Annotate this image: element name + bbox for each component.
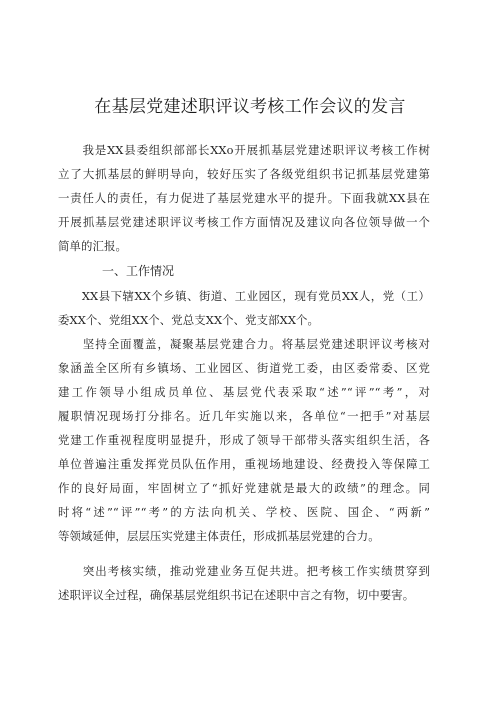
text-line: 一责任人的责任，有力促进了基层党建水平的提升。下面我就XX县在 <box>58 191 430 205</box>
text-line: 作的良好局面，牢固树立了“抓好党建就是最大的政绩”的理念。同 <box>58 481 430 495</box>
text-line: 突出考核实绩，推动党建业务互促共进。把考核工作实绩贯穿到 <box>58 564 430 578</box>
section-paragraph <box>58 559 430 607</box>
section-paragraph <box>58 284 430 332</box>
text-line: 简单的汇报。 <box>58 239 127 253</box>
text-line: XX县下辖XX个乡镇、街道、工业园区，现有党员XX人，党（工） <box>58 289 430 303</box>
text-line: 履职情况现场打分排名。近几年实施以来，各单位“一把手”对基层 <box>58 409 430 423</box>
section-paragraph <box>58 332 430 548</box>
text-line: 我是XX县委组织部部长XXo开展抓基层党建述职评议考核工作树 <box>58 143 430 157</box>
paragraph-gap <box>58 548 430 559</box>
text-line: 坚持全面覆盖，凝聚基层党建合力。将基层党建述职评议考核对 <box>58 337 430 351</box>
text-line: 立了大抓基层的鲜明导向，较好压实了各级党组织书记抓基层党建第 <box>58 167 430 181</box>
text-line: 单位普遍注重发挥党员队伍作用，重视场地建设、经费投入等保障工 <box>58 457 430 471</box>
text-line: 建工作领导小组成员单位、基层党代表采取“述”“评”“考”，对 <box>58 385 430 399</box>
text-line: 党建工作重视程度明显提升，形成了领导干部带头落实组织生活，各 <box>58 433 430 447</box>
section-heading: 一、工作情况 <box>102 264 175 278</box>
page-title: 在基层党建述职评议考核工作会议的发言 <box>94 97 406 117</box>
text-line: 时将“述”“评”“考”的方法向机关、学校、医院、国企、“两新” <box>58 505 430 519</box>
text-line: 等领域延伸，层层压实党建主体责任，形成抓基层党建的合力。 <box>58 529 380 543</box>
intro-paragraph <box>58 138 430 258</box>
text-line: 开展抓基层党建述职评议考核工作方面情况及建议向各位领导做一个 <box>58 215 430 229</box>
text-line: 述职评议全过程，确保基层党组织书记在述职中言之有物，切中要害。 <box>58 588 415 602</box>
document-body <box>58 138 430 607</box>
text-line: 委XX个、党组XX个、党总支XX个、党支部XX个。 <box>58 313 320 327</box>
text-line: 象涵盖全区所有乡镇场、工业园区、街道党工委，由区委常委、区党 <box>58 361 430 375</box>
